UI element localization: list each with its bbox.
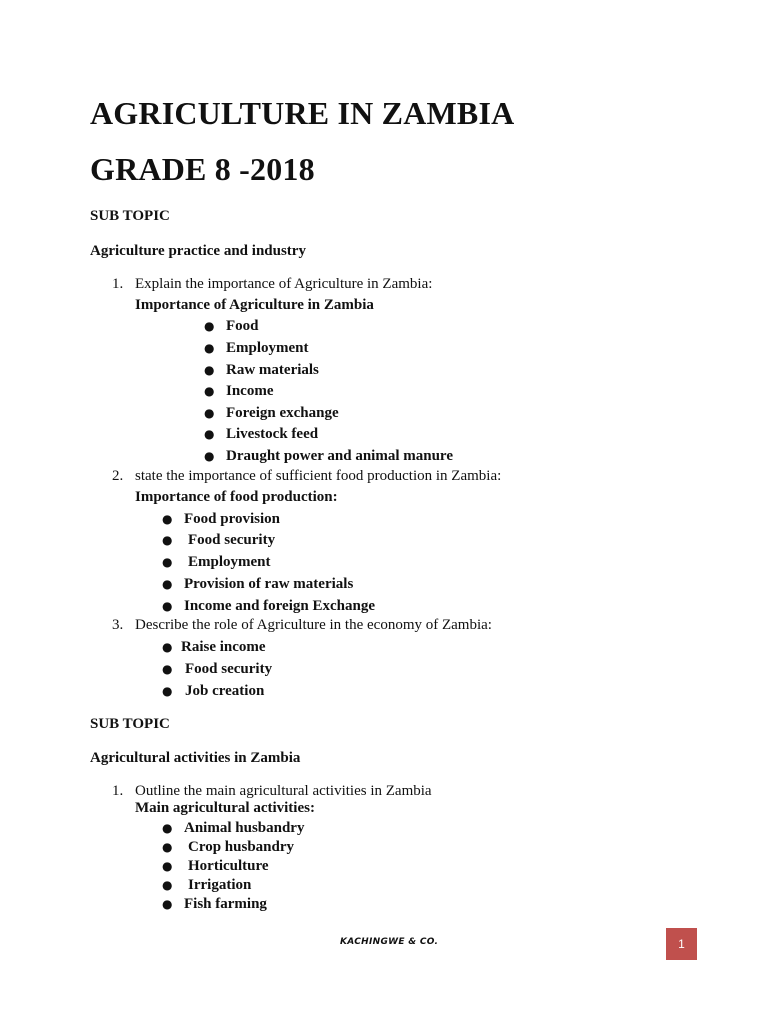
list-item: ● Livestock feed xyxy=(204,426,319,442)
bullet-icon: ● xyxy=(204,363,215,377)
list-item: ● Crop husbandry xyxy=(162,839,295,855)
question-2-subheading: Importance of food production: xyxy=(135,489,338,505)
bullet-icon: ● xyxy=(162,577,173,591)
bullet-icon: ● xyxy=(204,406,215,420)
page-number: 1 xyxy=(678,937,685,951)
subtopic-heading-1: Agriculture practice and industry xyxy=(90,243,306,259)
bullet-icon: ● xyxy=(204,341,215,355)
subtopic-label-2: SUB TOPIC xyxy=(90,716,170,732)
list-item: ● Provision of raw materials xyxy=(162,576,354,592)
question-3 xyxy=(112,615,492,635)
bullet-icon: ● xyxy=(162,684,173,698)
list-item: ● Food security xyxy=(162,532,276,548)
question-1 xyxy=(112,274,432,294)
bullet-icon: ● xyxy=(162,512,173,526)
bullet-icon: ● xyxy=(162,897,173,911)
list-item: ● Income and foreign Exchange xyxy=(162,598,375,614)
bullet-icon: ● xyxy=(204,384,215,398)
question-text: Describe the role of Agriculture in the economy of Zambia: xyxy=(135,617,492,633)
list-item: ● Raw materials xyxy=(204,362,319,378)
question-2 xyxy=(112,466,501,486)
document-grade-title: GRADE 8 -2018 xyxy=(90,151,315,187)
question-1-subheading: Importance of Agriculture in Zambia xyxy=(135,297,374,313)
list-item: ● Food provision xyxy=(162,511,280,527)
question-number: 2. xyxy=(112,468,124,484)
bullet-icon: ● xyxy=(162,640,173,654)
list-item: ● Food xyxy=(204,318,259,334)
bullet-icon: ● xyxy=(204,427,215,441)
question-number: 3. xyxy=(112,617,124,633)
bullet-icon: ● xyxy=(162,840,173,854)
list-item: ● Income xyxy=(204,383,274,399)
page-number-badge xyxy=(666,928,697,960)
bullet-icon: ● xyxy=(162,821,173,835)
bullet-icon: ● xyxy=(162,878,173,892)
question-number: 1. xyxy=(112,783,124,799)
list-item: ● Employment xyxy=(204,340,309,356)
list-item: ● Animal husbandry xyxy=(162,820,305,836)
document-title: AGRICULTURE IN ZAMBIA xyxy=(90,95,515,131)
bullet-icon: ● xyxy=(204,449,215,463)
bullet-icon: ● xyxy=(162,599,173,613)
subtopic-label-1: SUB TOPIC xyxy=(90,208,170,224)
bullet-icon: ● xyxy=(162,555,173,569)
bullet-icon: ● xyxy=(162,859,173,873)
list-item: ● Draught power and animal manure xyxy=(204,448,453,464)
footer-brand: KACHINGWE & CO. xyxy=(340,937,439,947)
bullet-icon: ● xyxy=(162,533,173,547)
question-number: 1. xyxy=(112,276,124,292)
list-item: ● Horticulture xyxy=(162,858,269,874)
bullet-icon: ● xyxy=(162,662,173,676)
bullet-icon: ● xyxy=(204,319,215,333)
list-item: ● Job creation xyxy=(162,683,265,699)
question-text: Outline the main agricultural activities in Zambia xyxy=(135,783,432,799)
list-item: ● Foreign exchange xyxy=(204,405,339,421)
list-item: ● Raise income xyxy=(162,639,266,655)
question-text: Explain the importance of Agriculture in Zambia: xyxy=(135,276,433,292)
question-text: state the importance of sufficient food production in Zambia: xyxy=(135,468,502,484)
list-item: ● Employment xyxy=(162,554,271,570)
list-item: ● Irrigation xyxy=(162,877,252,893)
question-4-subheading: Main agricultural activities: xyxy=(135,800,315,816)
list-item: ● Food security xyxy=(162,661,273,677)
list-item: ● Fish farming xyxy=(162,896,267,912)
subtopic-heading-2: Agricultural activities in Zambia xyxy=(90,750,301,766)
